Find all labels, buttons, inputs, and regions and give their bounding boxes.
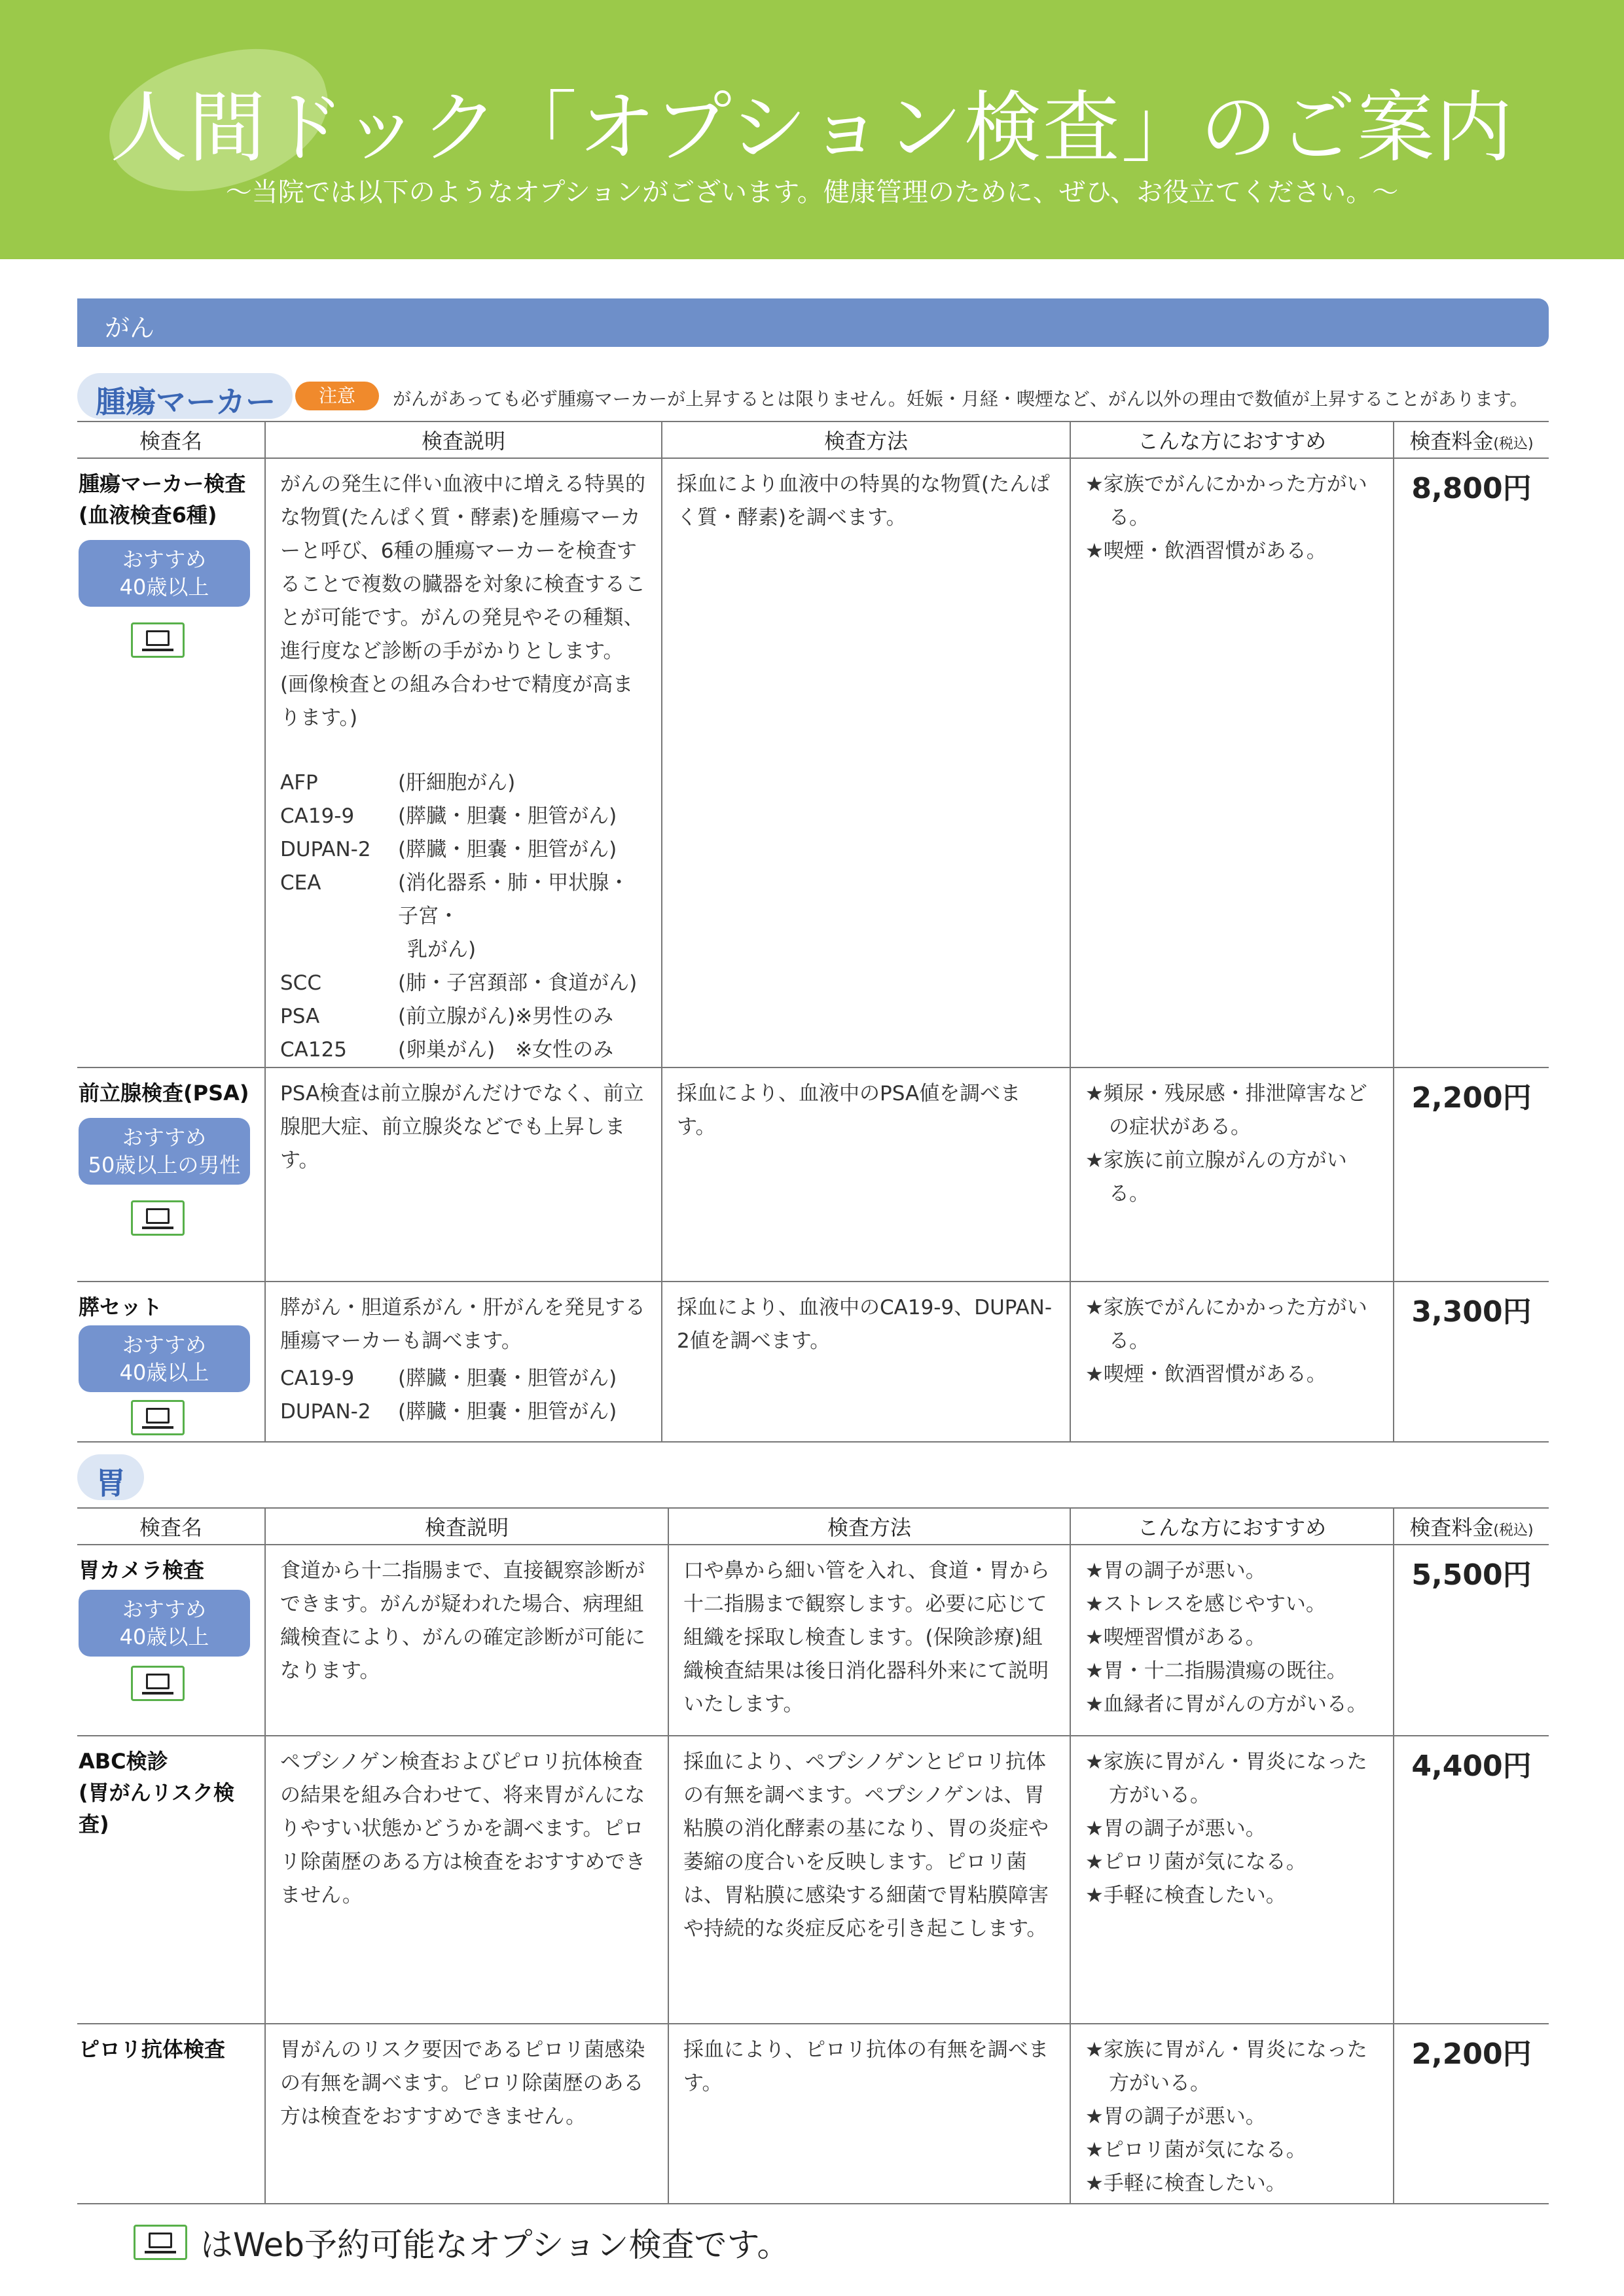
exam-desc-cell bbox=[265, 458, 662, 1067]
col-header-method: 検査方法 bbox=[668, 1508, 1070, 1545]
marker-desc: (膵臓・胆嚢・胆管がん) bbox=[398, 1400, 617, 1424]
stomach-table bbox=[77, 1507, 1549, 2204]
reco-item: ★家族に胃がん・胃炎になった方がいる。 bbox=[1085, 2038, 1367, 2095]
page-title: 人間ドック「オプション検査」のご案内 bbox=[110, 82, 1514, 173]
reco-item: ★胃の調子が悪い。 bbox=[1085, 2105, 1266, 2128]
reco-item: ★胃・十二指腸潰瘍の既往。 bbox=[1085, 1659, 1347, 1683]
exam-name: ピロリ抗体検査 bbox=[79, 2037, 226, 2062]
exam-method: 採血により、ピロリ抗体の有無を調べます。 bbox=[683, 2038, 1049, 2095]
web-booking-note: はWeb予約可能なオプション検査です。 bbox=[200, 2226, 790, 2264]
exam-price: 8,800円 bbox=[1394, 458, 1549, 1067]
col-header-price bbox=[1394, 422, 1549, 458]
marker-desc: (消化器系・肺・甲状腺・子宮・ bbox=[398, 871, 630, 928]
laptop-icon bbox=[131, 1200, 185, 1236]
marker-code: CA19-9 bbox=[280, 1367, 355, 1390]
tumor-marker-table bbox=[77, 421, 1549, 1443]
exam-reco-cell bbox=[1070, 458, 1394, 1067]
category-label: がん bbox=[105, 314, 155, 342]
marker-desc: (卵巣がん) ※女性のみ bbox=[398, 1038, 614, 1062]
reco-item: ★喫煙・飲酒習慣がある。 bbox=[1085, 1363, 1327, 1386]
price-header-note: (税込) bbox=[1493, 1522, 1534, 1539]
exam-price: 5,500円 bbox=[1394, 1545, 1549, 1736]
exam-name: 前立腺検査(PSA) bbox=[79, 1081, 249, 1105]
exam-reco-cell bbox=[1070, 1736, 1394, 2024]
exam-method-cell bbox=[662, 1282, 1070, 1442]
marker-desc: (前立腺がん)※男性のみ bbox=[398, 1005, 614, 1028]
exam-method: 口や鼻から細い管を入れ、食道・胃から十二指腸まで観察します。必要に応じて組織を採取し検査します。(保険診療)組織検査結果は後日消化器科外来にて説明いたします。 bbox=[683, 1559, 1050, 1716]
col-header-desc: 検査説明 bbox=[265, 1508, 668, 1545]
marker-code: SCC bbox=[280, 971, 321, 995]
marker-item bbox=[280, 766, 648, 800]
reco-item: ★ストレスを感じやすい。 bbox=[1085, 1592, 1326, 1616]
exam-name-cell bbox=[77, 1545, 265, 1736]
exam-method-cell bbox=[668, 1545, 1070, 1736]
price-header-label: 検査料金 bbox=[1409, 1515, 1494, 1540]
marker-desc: (膵臓・胆嚢・胆管がん) bbox=[398, 838, 617, 861]
exam-name: 膵セット bbox=[79, 1295, 163, 1319]
marker-item bbox=[280, 1000, 648, 1033]
exam-desc: 胃がんのリスク要因であるピロリ菌感染の有無を調べます。ピロリ除菌歴のある方は検査をおすすめできません。 bbox=[280, 2038, 645, 2128]
exam-desc: ペプシノゲン検査およびピロリ抗体検査の結果を組み合わせて、将来胃がんになりやすい状態かどうかを調べます。ピロリ除菌歴のある方は検査をおすすめできません。 bbox=[280, 1750, 646, 1907]
table-row bbox=[77, 1067, 1549, 1282]
exam-reco-cell bbox=[1070, 1067, 1394, 1282]
recommend-badge-age: 40歳以上 bbox=[119, 1360, 209, 1385]
exam-method-cell bbox=[668, 2024, 1070, 2204]
marker-code: CA125 bbox=[280, 1038, 348, 1062]
reco-item: ★家族に前立腺がんの方がいる。 bbox=[1085, 1149, 1347, 1206]
col-header-price bbox=[1394, 1508, 1549, 1545]
exam-name-cell bbox=[77, 458, 265, 1067]
table-row bbox=[77, 458, 1549, 1067]
section-tag-tumor-marker: 腫瘍マーカー bbox=[77, 373, 293, 419]
recommend-badge-label: おすすめ bbox=[122, 547, 207, 572]
marker-code bbox=[280, 933, 398, 967]
marker-code: PSA bbox=[280, 1005, 320, 1028]
col-header-name: 検査名 bbox=[77, 1508, 265, 1545]
table-header-row bbox=[77, 422, 1549, 458]
recommend-badge-label: おすすめ bbox=[122, 1125, 207, 1150]
laptop-icon bbox=[131, 1666, 185, 1701]
category-band bbox=[77, 298, 1549, 347]
exam-name: ABC検診 bbox=[79, 1749, 168, 1774]
marker-code: CEA bbox=[280, 871, 321, 895]
exam-method: 採血により、血液中のPSA値を調べます。 bbox=[677, 1082, 1021, 1139]
exam-name-sub: (血液検査6種) bbox=[79, 503, 217, 528]
marker-desc: 乳がん) bbox=[407, 938, 477, 961]
reco-item: ★頻尿・残尿感・排泄障害などの症状がある。 bbox=[1085, 1082, 1367, 1139]
recommend-badge bbox=[79, 1325, 250, 1392]
exam-price: 4,400円 bbox=[1394, 1736, 1549, 2024]
reco-item: ★家族でがんにかかった方がいる。 bbox=[1085, 473, 1367, 529]
exam-name-cell bbox=[77, 1067, 265, 1282]
marker-item bbox=[280, 933, 648, 967]
marker-item bbox=[280, 967, 648, 1000]
exam-price: 2,200円 bbox=[1394, 1067, 1549, 1282]
exam-method: 採血により、血液中のCA19-9、DUPAN-2値を調べます。 bbox=[677, 1296, 1053, 1353]
exam-method: 採血により血液中の特異的な物質(たんぱく質・酵素)を調べます。 bbox=[677, 473, 1051, 529]
recommend-badge bbox=[79, 540, 250, 607]
table-header-row bbox=[77, 1508, 1549, 1545]
marker-desc: (肺・子宮頚部・食道がん) bbox=[398, 971, 638, 995]
marker-desc: (膵臓・胆嚢・胆管がん) bbox=[398, 1367, 617, 1390]
exam-desc: 膵がん・胆道系がん・肝がんを発見する腫瘍マーカーも調べます。 bbox=[280, 1296, 645, 1353]
col-header-name: 検査名 bbox=[77, 422, 265, 458]
col-header-desc: 検査説明 bbox=[265, 422, 662, 458]
marker-desc: (膵臓・胆嚢・胆管がん) bbox=[398, 804, 617, 828]
reco-item: ★喫煙・飲酒習慣がある。 bbox=[1085, 539, 1327, 563]
exam-method-cell bbox=[662, 458, 1070, 1067]
page-subtitle: 〜当院では以下のようなオプションがございます。健康管理のために、ぜひ、お役立てください。〜 bbox=[225, 177, 1399, 207]
exam-name-sub: (胃がんリスク検査) bbox=[79, 1780, 234, 1837]
exam-name: 胃カメラ検査 bbox=[79, 1558, 205, 1583]
price-header-label: 検査料金 bbox=[1409, 429, 1494, 454]
col-header-reco: こんな方におすすめ bbox=[1070, 1508, 1394, 1545]
exam-reco-cell bbox=[1070, 1545, 1394, 1736]
reco-item: ★胃の調子が悪い。 bbox=[1085, 1817, 1266, 1840]
laptop-icon bbox=[134, 2225, 187, 2260]
marker-item bbox=[280, 1033, 648, 1067]
recommend-badge-label: おすすめ bbox=[122, 1597, 207, 1622]
exam-price: 3,300円 bbox=[1394, 1282, 1549, 1442]
exam-method-cell bbox=[668, 1736, 1070, 2024]
table-row bbox=[77, 2024, 1549, 2204]
exam-desc: 食道から十二指腸まで、直接観察診断ができます。がんが疑われた場合、病理組織検査により、がんの確定診断が可能になります。 bbox=[280, 1559, 645, 1683]
recommend-badge bbox=[79, 1590, 250, 1657]
reco-item: ★胃の調子が悪い。 bbox=[1085, 1559, 1266, 1583]
laptop-icon bbox=[131, 622, 185, 658]
marker-code: DUPAN-2 bbox=[280, 1400, 371, 1424]
recommend-badge-age: 40歳以上 bbox=[119, 575, 209, 600]
exam-name: 腫瘍マーカー検査 bbox=[79, 471, 246, 496]
exam-name-cell bbox=[77, 2024, 265, 2204]
header-banner bbox=[0, 0, 1624, 259]
section-tag-stomach: 胃 bbox=[77, 1454, 144, 1500]
marker-list bbox=[280, 1362, 648, 1429]
marker-code: DUPAN-2 bbox=[280, 838, 371, 861]
exam-method-cell bbox=[662, 1067, 1070, 1282]
table-row bbox=[77, 1545, 1549, 1736]
col-header-method: 検査方法 bbox=[662, 422, 1070, 458]
exam-reco-cell bbox=[1070, 2024, 1394, 2204]
caution-badge: 注意 bbox=[295, 382, 379, 410]
caution-note: がんがあっても必ず腫瘍マーカーが上昇するとは限りません。妊娠・月経・喫煙など、がん以外の理由で数値が上昇することがあります。 bbox=[393, 388, 1528, 410]
reco-item: ★喫煙習慣がある。 bbox=[1085, 1626, 1266, 1649]
exam-desc-cell bbox=[265, 1736, 668, 2024]
marker-code: CA19-9 bbox=[280, 804, 355, 828]
reco-item: ★家族に胃がん・胃炎になった方がいる。 bbox=[1085, 1750, 1367, 1807]
exam-desc-cell bbox=[265, 1067, 662, 1282]
exam-desc-cell bbox=[265, 1545, 668, 1736]
exam-desc: PSA検査は前立腺がんだけでなく、前立腺肥大症、前立腺炎などでも上昇します。 bbox=[280, 1082, 644, 1172]
recommend-badge-age: 40歳以上 bbox=[119, 1624, 209, 1649]
exam-price: 2,200円 bbox=[1394, 2024, 1549, 2204]
marker-item bbox=[280, 1362, 648, 1395]
reco-item: ★ピロリ菌が気になる。 bbox=[1085, 2138, 1307, 2162]
reco-item: ★血縁者に胃がんの方がいる。 bbox=[1085, 1693, 1367, 1716]
marker-item bbox=[280, 833, 648, 867]
exam-desc: がんの発生に伴い血液中に増える特異的な物質(たんぱく質・酵素)を腫瘍マーカーと呼び、6種の腫瘍マーカーを検査することで複数の臓器を対象に検査することが可能です。がんの発見やその種類、進行度など診断の手がかりとします。(画像検査との組み合わせで精度が高まります。) bbox=[280, 473, 645, 730]
recommend-badge bbox=[79, 1118, 250, 1185]
exam-desc-cell bbox=[265, 2024, 668, 2204]
price-header-note: (税込) bbox=[1493, 436, 1534, 452]
reco-item: ★手軽に検査したい。 bbox=[1085, 1884, 1286, 1907]
marker-item bbox=[280, 800, 648, 833]
marker-desc: (肝細胞がん) bbox=[398, 771, 516, 795]
marker-item bbox=[280, 1395, 648, 1429]
marker-code: AFP bbox=[280, 771, 318, 795]
recommend-badge-label: おすすめ bbox=[122, 1333, 207, 1357]
exam-desc-cell bbox=[265, 1282, 662, 1442]
exam-reco-cell bbox=[1070, 1282, 1394, 1442]
table-row bbox=[77, 1736, 1549, 2024]
web-booking-legend bbox=[134, 2219, 790, 2266]
marker-list bbox=[280, 766, 648, 1067]
marker-item bbox=[280, 867, 648, 933]
reco-item: ★手軽に検査したい。 bbox=[1085, 2172, 1286, 2195]
reco-item: ★ピロリ菌が気になる。 bbox=[1085, 1850, 1307, 1874]
col-header-reco: こんな方におすすめ bbox=[1070, 422, 1394, 458]
exam-name-cell bbox=[77, 1282, 265, 1442]
exam-name-cell bbox=[77, 1736, 265, 2024]
table-row bbox=[77, 1282, 1549, 1442]
laptop-icon bbox=[131, 1400, 185, 1435]
recommend-badge-age: 50歳以上の男性 bbox=[88, 1153, 241, 1177]
exam-method: 採血により、ペプシノゲンとピロリ抗体の有無を調べます。ペプシノゲンは、胃粘膜の消化酵素の基になり、胃の炎症や萎縮の度合いを反映します。ピロリ菌は、胃粘膜に感染する細菌で胃粘膜障害や持続的な炎症反応を引き起こします。 bbox=[683, 1750, 1049, 1941]
reco-item: ★家族でがんにかかった方がいる。 bbox=[1085, 1296, 1367, 1353]
